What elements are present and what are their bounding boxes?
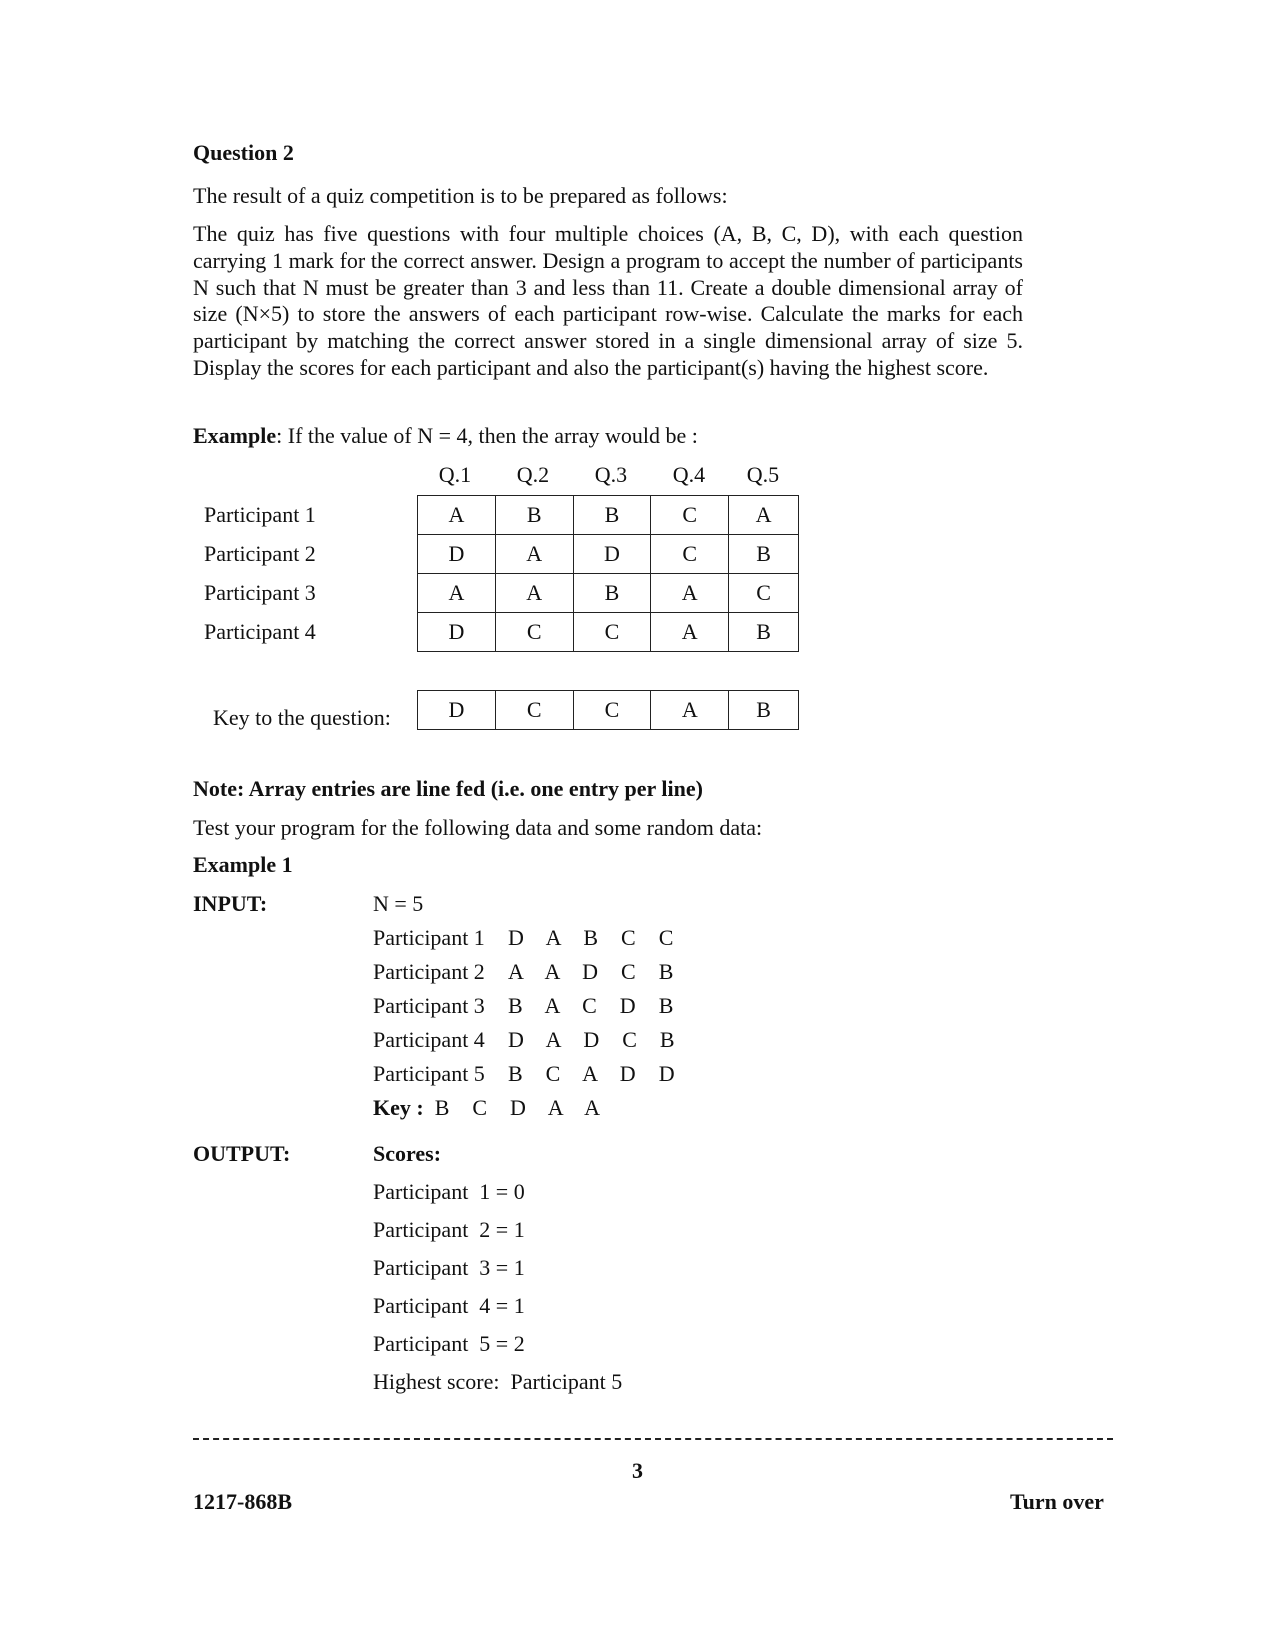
answer-cell: B bbox=[729, 613, 799, 652]
table-row bbox=[418, 613, 799, 652]
input-row bbox=[373, 925, 673, 951]
input-row bbox=[373, 1061, 675, 1087]
question-header-1: Q.1 bbox=[438, 462, 472, 487]
input-participant-answers: A A D C B bbox=[508, 959, 674, 984]
question-header-2: Q.2 bbox=[516, 462, 550, 487]
example-line bbox=[193, 423, 698, 449]
score-line: Participant 2 = 1 bbox=[373, 1217, 525, 1242]
input-participant-name: Participant 1 bbox=[373, 925, 485, 950]
input-participant-answers: B A C D B bbox=[508, 993, 674, 1018]
participant-label-2: Participant 2 bbox=[204, 541, 316, 566]
answer-cell: B bbox=[729, 535, 799, 574]
example1-label: Example 1 bbox=[193, 852, 293, 877]
example-label: Example bbox=[193, 423, 277, 448]
question-header-5: Q.5 bbox=[746, 462, 780, 487]
key-table bbox=[417, 690, 799, 730]
note-text: Note: Array entries are line fed (i.e. one entry per line) bbox=[193, 776, 703, 801]
key-label: Key to the question: bbox=[213, 705, 391, 730]
input-row bbox=[373, 959, 673, 985]
answer-cell: A bbox=[418, 496, 496, 535]
table-row bbox=[418, 496, 799, 535]
participant-label-3: Participant 3 bbox=[204, 580, 316, 605]
table-row bbox=[418, 691, 799, 730]
input-participant-name: Participant 3 bbox=[373, 993, 485, 1018]
participant-label-4: Participant 4 bbox=[204, 619, 316, 644]
score-line: Participant 4 = 1 bbox=[373, 1293, 525, 1318]
highest-score-line: Highest score: Participant 5 bbox=[373, 1369, 623, 1394]
turn-over-label: Turn over bbox=[1010, 1489, 1104, 1514]
score-line: Participant 1 = 0 bbox=[373, 1179, 525, 1204]
input-participant-name: Participant 5 bbox=[373, 1061, 485, 1086]
answer-cell: D bbox=[573, 535, 651, 574]
answer-cell: B bbox=[495, 496, 573, 535]
answer-cell: A bbox=[418, 574, 496, 613]
test-instruction: Test your program for the following data and some random data: bbox=[193, 815, 763, 840]
answer-cell: A bbox=[651, 613, 729, 652]
key-cell: D bbox=[418, 691, 496, 730]
input-row bbox=[373, 993, 673, 1019]
input-participant-answers: D A D C B bbox=[508, 1027, 675, 1052]
input-key-values: B C D A A bbox=[434, 1095, 601, 1120]
output-label: OUTPUT: bbox=[193, 1141, 291, 1166]
answer-cell: A bbox=[729, 496, 799, 535]
question-heading: Question 2 bbox=[193, 140, 294, 165]
answer-cell: C bbox=[495, 613, 573, 652]
score-line: Participant 5 = 2 bbox=[373, 1331, 525, 1356]
paper-code: 1217-868B bbox=[193, 1489, 292, 1514]
answer-cell: A bbox=[651, 574, 729, 613]
input-participant-name: Participant 4 bbox=[373, 1027, 485, 1052]
footer-divider bbox=[193, 1438, 1113, 1440]
answer-cell: B bbox=[573, 496, 651, 535]
example-text: : If the value of N = 4, then the array would be : bbox=[276, 423, 698, 448]
table-row bbox=[418, 574, 799, 613]
key-cell: A bbox=[651, 691, 729, 730]
question-header-4: Q.4 bbox=[672, 462, 706, 487]
answer-cell: C bbox=[573, 613, 651, 652]
input-participant-name: Participant 2 bbox=[373, 959, 485, 984]
answer-cell: B bbox=[573, 574, 651, 613]
answer-cell: D bbox=[418, 535, 496, 574]
input-key-label: Key : bbox=[373, 1095, 424, 1120]
input-n-line: N = 5 bbox=[373, 891, 424, 916]
score-line: Participant 3 = 1 bbox=[373, 1255, 525, 1280]
participant-label-1: Participant 1 bbox=[204, 502, 316, 527]
intro-text: The result of a quiz competition is to be prepared as follows: bbox=[193, 183, 728, 208]
input-row bbox=[373, 1027, 675, 1053]
input-key-line bbox=[373, 1095, 600, 1121]
table-row bbox=[418, 535, 799, 574]
answer-cell: A bbox=[495, 574, 573, 613]
answers-table bbox=[417, 495, 799, 652]
key-cell: C bbox=[495, 691, 573, 730]
answer-cell: C bbox=[729, 574, 799, 613]
input-label: INPUT: bbox=[193, 891, 268, 916]
input-participant-answers: B C A D D bbox=[508, 1061, 675, 1086]
key-cell: C bbox=[573, 691, 651, 730]
scores-label: Scores: bbox=[373, 1141, 442, 1166]
answer-cell: C bbox=[651, 535, 729, 574]
problem-paragraph: The quiz has five questions with four multiple choices (A, B, C, D), with each question carrying 1 mark for the correct answer. Design a program to accept the number of participants N such that N must be greater than 3 and less than 11. Create a double dimensional array of size (N×5) to store the answers of each participant row-wise. Calculate the marks for each participant by matching the correct answer stored in a single dimensional array of size 5. Display the scores for each participant and also the participant(s) having the highest score. bbox=[193, 221, 1023, 380]
page-number: 3 bbox=[632, 1458, 643, 1483]
answer-cell: D bbox=[418, 613, 496, 652]
question-header-3: Q.3 bbox=[594, 462, 628, 487]
input-participant-answers: D A B C C bbox=[508, 925, 674, 950]
key-cell: B bbox=[729, 691, 799, 730]
answer-cell: A bbox=[495, 535, 573, 574]
answer-cell: C bbox=[651, 496, 729, 535]
